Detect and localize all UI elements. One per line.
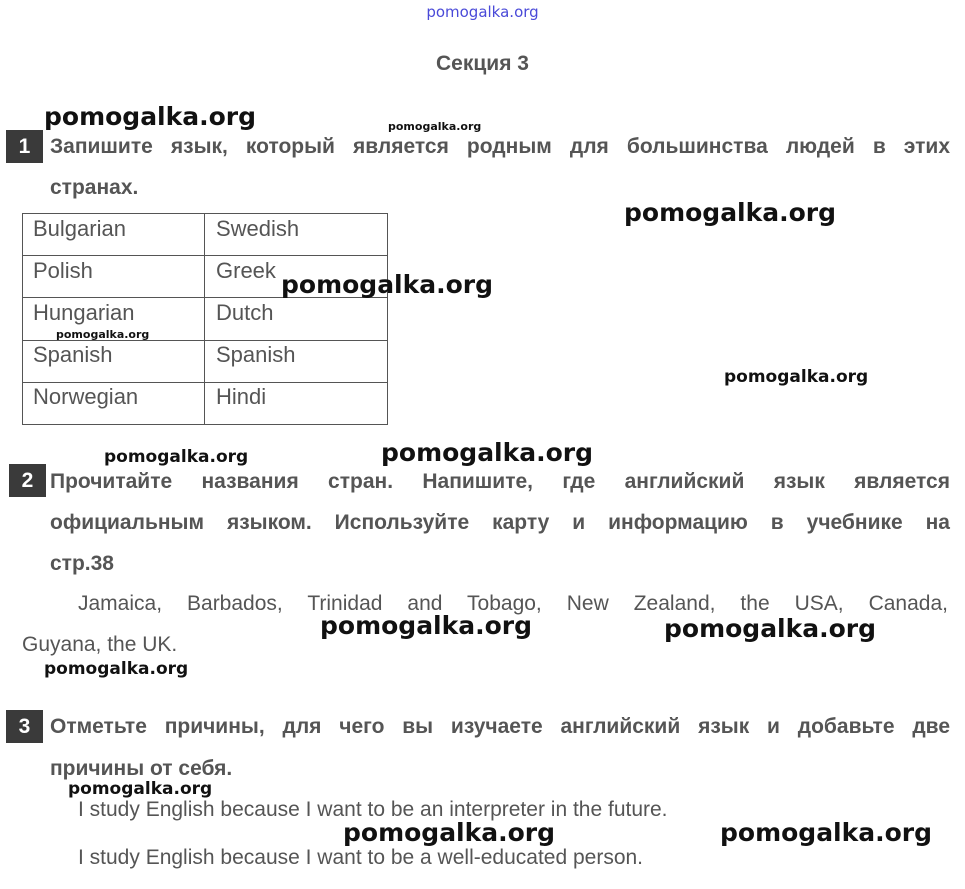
watermark: pomogalka.org: [68, 779, 213, 799]
table-cell: Greek: [216, 258, 276, 283]
task-3-question-line-1: Отметьте причины, для чего вы изучаете английский язык и добавьте две: [50, 715, 950, 738]
table-cell: Hindi: [216, 384, 267, 409]
table-border-left: [22, 213, 23, 425]
watermark: pomogalka.org: [44, 659, 189, 679]
table-cell: Spanish: [33, 342, 113, 367]
table-cell: Polish: [33, 258, 93, 283]
task-1-number: 1: [6, 130, 43, 163]
task-2-question-line-2: официальным языком. Используйте карту и информацию в учебнике на: [50, 511, 950, 534]
table-cell: Bulgarian: [33, 216, 126, 241]
table-row-divider: [22, 382, 388, 383]
table-cell: Hungarian: [33, 300, 135, 325]
watermark: pomogalka.org: [624, 198, 837, 227]
watermark: pomogalka.org: [343, 818, 556, 847]
table-cell: Dutch: [216, 300, 274, 325]
task-3-answer-1: I study English because I want to be an interpreter in the future.: [78, 798, 668, 821]
table-column-divider: [204, 213, 205, 425]
task-1-question-line-1: Запишите язык, который является родным для большинства людей в этих: [50, 135, 950, 158]
watermark: pomogalka.org: [388, 120, 482, 133]
task-3-answer-2: I study English because I want to be a well-educated person.: [78, 846, 644, 869]
table-border-bottom: [22, 424, 388, 425]
watermark: pomogalka.org: [381, 438, 594, 467]
task-2-question-line-3: стр.38: [50, 552, 114, 575]
table-row-divider: [22, 255, 388, 256]
task-2-number: 2: [9, 464, 46, 497]
header-watermark: pomogalka.org: [426, 3, 539, 21]
watermark: pomogalka.org: [104, 447, 249, 467]
watermark: pomogalka.org: [724, 367, 869, 387]
watermark: pomogalka.org: [281, 270, 494, 299]
task-2-answer-line-1: Jamaica, Barbados, Trinidad and Tobago, New Zealand, the USA, Canada,: [78, 592, 948, 615]
language-table: [22, 213, 388, 426]
task-3-question-line-2: причины от себя.: [50, 757, 233, 780]
watermark: pomogalka.org: [56, 328, 150, 341]
task-2-question-line-1: Прочитайте названия стран. Напишите, где английский язык является: [50, 470, 950, 493]
table-cell: Norwegian: [33, 384, 139, 409]
task-2-answer-line-2: Guyana, the UK.: [22, 633, 178, 656]
table-border-right: [387, 213, 388, 425]
task-1-question-line-2: странах.: [50, 176, 139, 199]
table-cell: Swedish: [216, 216, 300, 241]
watermark: pomogalka.org: [44, 102, 257, 131]
section-title: Секция 3: [436, 52, 529, 75]
watermark: pomogalka.org: [320, 611, 533, 640]
watermark: pomogalka.org: [664, 614, 877, 643]
table-cell: Spanish: [216, 342, 296, 367]
watermark: pomogalka.org: [720, 818, 933, 847]
task-3-number: 3: [6, 710, 43, 743]
table-border-top: [22, 213, 388, 214]
